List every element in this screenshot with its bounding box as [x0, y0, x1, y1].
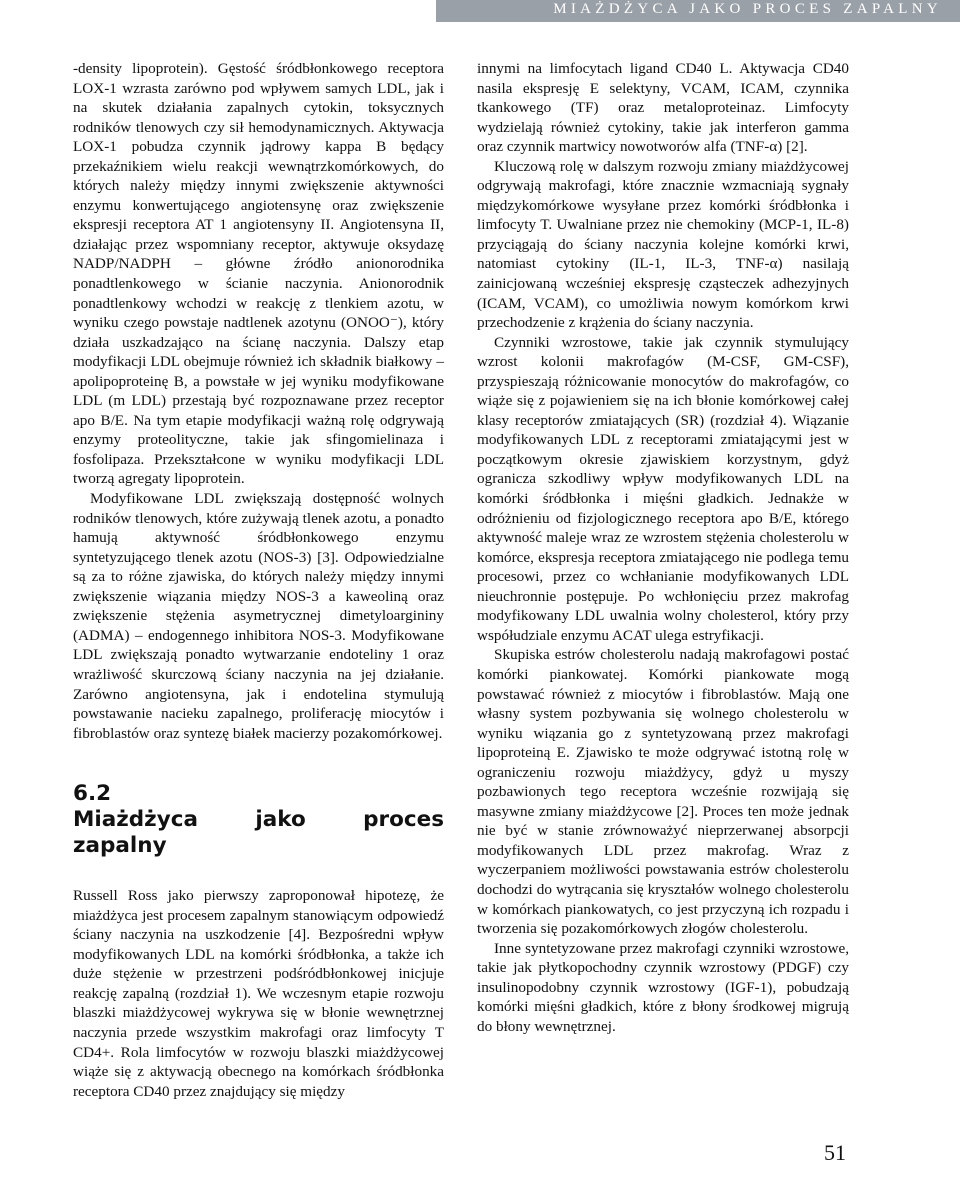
page-number: 51: [824, 1140, 846, 1165]
body-paragraph: -density lipoprotein). Gęstość śródbłonkowego receptora LOX-1 wzrasta zarówno pod wpływem samych LDL, jak i na skutek działania zapalnych cytokin, toksycznych rodników tlenowych czy sił hemodynamicznych. Aktywacja LOX-1 pobudza czynnik jądrowy kappa B będący przekaźnikiem wielu reakcji wewnątrzkomórkowych, do których należy między innymi zwiększenie aktywności enzymu konwertującego angiotensynę oraz zwiększenie ekspresji receptora AT 1 angiotensyny II. Angiotensyna II, działając przez wspomniany receptor, aktywuje oksydazę NADP/NADPH – główne źródło anionorodnika ponadtlenkowego w ścianie naczynia. Anionorodnik ponadtlenkowy wchodzi w reakcję z tlenkiem azotu, w wyniku czego powstaje nadtlenek azotynu (ONOO⁻), który działa uszkadzająco na ścianę naczynia. Dalszy etap modyfikacji LDL obejmuje również ich składnik białkowy – apolipoproteinę B, a powstałe w jej wyniku modyfikowane LDL (m LDL) przestają być rozpoznawane przez receptor apo B/E. Na tym etapie modyfikacji ważną rolę odgrywają enzymy proteolityczne, takie jak sfingomielinaza i fosfolipaza. Przekształcone w wyniku modyfikacji LDL tworzą agregaty lipoprotein.: [73, 60, 444, 488]
left-column: [73, 59, 444, 1101]
body-paragraph: Modyfikowane LDL zwiększają dostępność wolnych rodników tlenowych, które zużywają tlenek azotu, a ponadto hamują aktywność śródbłonkowego enzymu syntetyzującego tlenek azotu (NOS-3) [3]. Odpowiedzialne są za to różne zjawiska, do których należy między innymi zwiększenie wiązania między NOS-3 a kaweoliną oraz zwiększenie stężenia asymetrycznej dimetyloargininy (ADMA) – endogennego inhibitora NOS-3. Modyfikowane LDL zwiększają ponadto wytwarzanie endoteliny 1 oraz wrażliwość skurczową ściany naczynia na jej działanie. Zarówno angiotensyna, jak i endotelina stymulują powstawanie nacieku zapalnego, proliferację miocytów i fibroblastów oraz syntezę białek macierzy pozakomórkowej.: [73, 490, 444, 742]
body-paragraph: Russell Ross jako pierwszy zaproponował hipotezę, że miażdżyca jest procesem zapalnym stanowiącym odpowiedź ściany naczynia na uszkodzenie [4]. Bezpośredni wpływ modyfikowanych LDL na komórki śródbłonka, a także ich duże stężenie w przestrzeni podśródbłonkowej inicjuje reakcję zapalną (rozdział 1). We wczesnym etapie rozwoju blaszki miażdżycowej wykrywa się w błonie wewnętrznej naczynia przede wszystkim makrofagi oraz limfocyty T CD4+. Rola limfocytów w rozwoju blaszki miażdżycowej wiąże się z aktywacją obecnego na komórkach śródbłonka receptora CD40 przez znajdujący się między: [73, 887, 444, 1100]
section-number: 6.2: [73, 781, 112, 807]
section-title: Miażdżyca jako proces zapalny: [73, 807, 444, 859]
body-paragraph: Inne syntetyzowane przez makrofagi czynniki wzrostowe, takie jak płytkopochodny czynnik wzrostowy (PDGF) czy insulinopodobny czynnik wzrostowy (IGF-1), pobudzają komórki mięśni gładkich, które z błony środkowej migrują do błony wewnętrznej.: [477, 939, 849, 1035]
section-heading-block: [73, 781, 444, 859]
body-paragraph: Kluczową rolę w dalszym rozwoju zmiany miażdżycowej odgrywają makrofagi, które znacznie wzmacniają sygnały międzykomórkowe wysyłane przez komórki śródbłonka i limfocyty T. Uwalniane przez nie chemokiny (MCP-1, IL-8) przyciągają do ściany naczynia kolejne komórki krwi, natomiast cytokiny (IL-1, IL-3, TNF-α) nasilają zainicjowaną wcześniej ekspresję cząsteczek adhezyjnych (ICAM, VCAM), co umożliwia nowym komórkom krwi przechodzenie z krążenia do ściany naczynia.: [477, 157, 849, 332]
running-head-bar: [436, 0, 960, 22]
body-paragraph: innymi na limfocytach ligand CD40 L. Aktywacja CD40 nasila ekspresję E selektyny, VCAM, ICAM, czynnika tkankowego (TF) oraz metaloproteinaz. Limfocyty wydzielają również cytokiny, takie jak interferon gamma oraz czynnik martwicy nowotworów alfa (TNF-α) [2].: [477, 60, 849, 156]
body-paragraph: Skupiska estrów cholesterolu nadają makrofagowi postać komórki piankowatej. Komórki piankowate mogą powstawać również z miocytów i fibroblastów. Mają one własny system pozbywania się wolnego cholesterolu w wyniku wiązania go z syntetyzowaną przez makrofagi lipoproteiną E. Zjawisko te może odgrywać istotną rolę w ograniczeniu rozwoju miażdżycy, gdyż u myszy pozbawionych tego receptora wcześnie rozwijają się masywne zmiany miażdżycowe [2]. Proces ten może jednak nie być w stanie zrównoważyć nieprzerwanej absorpcji modyfikowanych LDL przez makrofag. Wraz z wyczerpaniem możliwości powstawania estrów cholesterolu dochodzi do wytrącania się kryształów wolnego cholesterolu w komórkach piankowatych, co jest przyczyną ich rozpadu i tworzenia się pozakomórkowych złogów cholesterolu.: [477, 646, 849, 938]
running-head-title: MIAŻDŻYCA JAKO PROCES ZAPALNY: [553, 1, 942, 17]
body-paragraph: Czynniki wzrostowe, takie jak czynnik stymulujący wzrost kolonii makrofagów (M-CSF, GM-CSF), przyspieszają różnicowanie monocytów do makrofagów, co wiąże się z pojawieniem się na ich błonie komórkowej całej klasy receptorów zmiatających (SR) (rozdział 4). Wiązanie modyfikowanych LDL z receptorami zmiatającymi jest w początkowym okresie zjawiskiem korzystnym, gdyż ogranicza szkodliwy wpływ modyfikowanych LDL na komórki śródbłonka i mięśni gładkich. Jednakże w odróżnieniu od fizjologicznego receptora apo B/E, którego aktywność maleje wraz ze wzrostem stężenia cholesterolu w komórce, ekspresja receptora zmiatającego nie podlega temu procesowi, przez co wchłanianie modyfikowanych LDL nieuchronnie postępuje. Po wchłonięciu przez makrofag modyfikowany LDL uwalnia wolny cholesterol, który przy współudziale enzymu ACAT ulega estryfikacji.: [477, 333, 849, 644]
right-column: [477, 59, 849, 1036]
